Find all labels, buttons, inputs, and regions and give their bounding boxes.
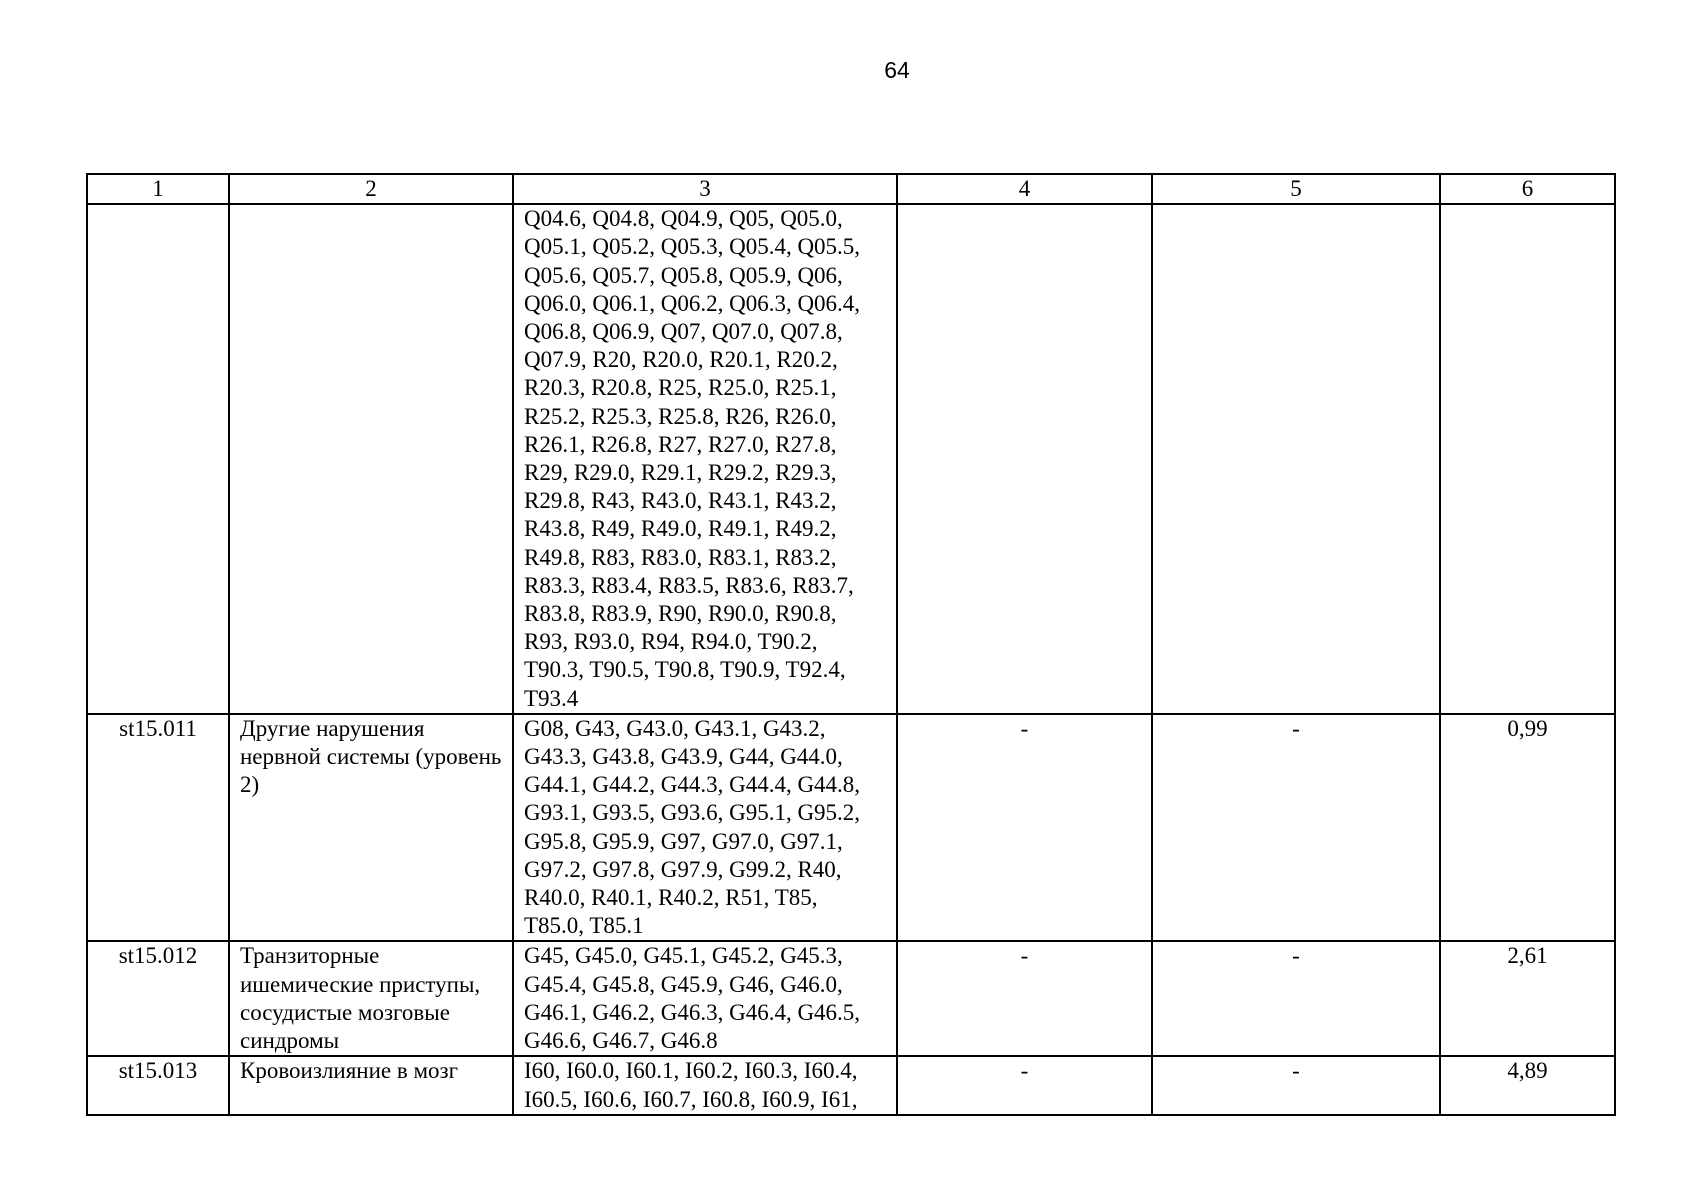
coefficient-cell [1440,204,1615,714]
column-header-1: 1 [87,174,229,204]
icd-codes-line: R83.3, R83.4, R83.5, R83.6, R83.7, [524,572,854,598]
coefficient-cell: 2,61 [1440,941,1615,1056]
table-row [87,714,1615,942]
icd-codes-line: T90.3, T90.5, T90.8, T90.9, T92.4, [524,657,846,683]
column-5-cell [1152,204,1440,714]
icd-codes-line: G46.1, G46.2, G46.3, G46.4, G46.5, [524,999,861,1025]
column-4-cell: - [897,1056,1152,1114]
icd-codes-line: R83.8, R83.9, R90, R90.0, R90.8, [524,601,837,627]
icd-codes-line: G93.1, G93.5, G93.6, G95.1, G95.2, [524,800,861,826]
table-row [87,1056,1615,1114]
kpg-code-cell: st15.011 [87,714,229,942]
kpg-code-cell: st15.012 [87,941,229,1056]
column-header-6: 6 [1440,174,1615,204]
icd-codes-line: T85.0, T85.1 [524,913,644,939]
header-row [87,174,1615,204]
icd-codes-line: Q07.9, R20, R20.0, R20.1, R20.2, [524,347,838,373]
icd-codes-line: R25.2, R25.3, R25.8, R26, R26.0, [524,403,837,429]
icd-codes-line: G45.4, G45.8, G45.9, G46, G46.0, [524,971,843,997]
icd-codes-line: R26.1, R26.8, R27, R27.0, R27.8, [524,431,837,457]
icd-codes-line: I60.5, I60.6, I60.7, I60.8, I60.9, I61, [524,1086,858,1112]
table-row [87,941,1615,1056]
icd-codes-line: G95.8, G95.9, G97, G97.0, G97.1, [524,828,843,854]
column-5-cell: - [1152,941,1440,1056]
kpg-code-cell: st15.013 [87,1056,229,1114]
icd-codes-line: G45, G45.0, G45.1, G45.2, G45.3, [524,943,843,969]
column-header-2: 2 [229,174,513,204]
table-body [87,204,1615,1115]
icd-codes-cell [513,714,897,942]
icd-codes-cell [513,941,897,1056]
page-number: 64 [884,57,910,83]
coefficient-cell: 4,89 [1440,1056,1615,1114]
icd-codes-line: G43.3, G43.8, G43.9, G44, G44.0, [524,744,843,770]
column-4-cell: - [897,714,1152,942]
icd-codes-line: G44.1, G44.2, G44.3, G44.4, G44.8, [524,772,861,798]
table-header [87,174,1615,204]
kpg-code-cell [87,204,229,714]
icd-codes-cell [513,204,897,714]
icd-codes-line: Q04.6, Q04.8, Q04.9, Q05, Q05.0, [524,206,843,232]
column-header-5: 5 [1152,174,1440,204]
column-4-cell [897,204,1152,714]
icd-codes-line: G08, G43, G43.0, G43.1, G43.2, [524,715,826,741]
column-4-cell: - [897,941,1152,1056]
icd-codes-line: Q06.8, Q06.9, Q07, Q07.0, Q07.8, [524,319,843,345]
icd-codes-line: Q06.0, Q06.1, Q06.2, Q06.3, Q06.4, [524,290,861,316]
icd-codes-line: R93, R93.0, R94, R94.0, T90.2, [524,629,818,655]
column-5-cell: - [1152,714,1440,942]
icd-codes-line: R49.8, R83, R83.0, R83.1, R83.2, [524,544,837,570]
column-header-4: 4 [897,174,1152,204]
icd-codes-line: R43.8, R49, R49.0, R49.1, R49.2, [524,516,837,542]
kpg-name-cell: Транзиторные ишемические приступы, сосудистые мозговые синдромы [229,941,513,1056]
tariff-table [86,173,1616,1116]
icd-codes-line: R29, R29.0, R29.1, R29.2, R29.3, [524,460,837,486]
icd-codes-line: T93.4 [524,685,579,711]
icd-codes-line: G46.6, G46.7, G46.8 [524,1028,718,1054]
icd-codes-line: I60, I60.0, I60.1, I60.2, I60.3, I60.4, [524,1058,858,1084]
icd-codes-line: R40.0, R40.1, R40.2, R51, T85, [524,885,818,911]
table-row [87,204,1615,714]
kpg-name-cell [229,204,513,714]
icd-codes-line: Q05.1, Q05.2, Q05.3, Q05.4, Q05.5, [524,234,861,260]
icd-codes-cell [513,1056,897,1114]
icd-codes-line: R29.8, R43, R43.0, R43.1, R43.2, [524,488,837,514]
column-header-3: 3 [513,174,897,204]
column-5-cell: - [1152,1056,1440,1114]
kpg-name-cell: Другие нарушения нервной системы (уровень 2) [229,714,513,942]
coefficient-cell: 0,99 [1440,714,1615,942]
kpg-name-cell: Кровоизлияние в мозг [229,1056,513,1114]
icd-codes-line: R20.3, R20.8, R25, R25.0, R25.1, [524,375,837,401]
icd-codes-line: Q05.6, Q05.7, Q05.8, Q05.9, Q06, [524,262,843,288]
icd-codes-line: G97.2, G97.8, G97.9, G99.2, R40, [524,856,842,882]
